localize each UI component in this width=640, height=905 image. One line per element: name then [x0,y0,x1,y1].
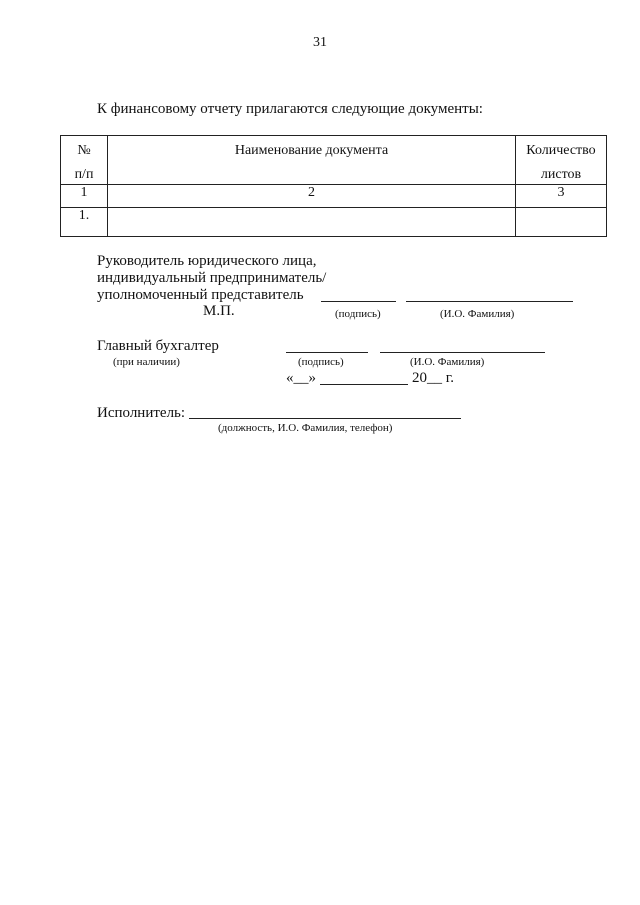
header-cell-number [61,136,108,185]
header-number-line1: № [77,143,91,158]
header-cell-pages [516,136,607,185]
director-signature-caption: (подпись) [335,308,381,320]
page-number: 31 [313,35,327,50]
header-pages-line2: листов [540,167,582,182]
table-numbering-row [61,185,607,208]
accountant-signature-caption: (подпись) [298,356,344,368]
director-title-line2: индивидуальный предприниматель/ [97,270,327,286]
director-name-line[interactable] [406,301,573,302]
header-pages-line1: Количество [526,143,596,158]
table-header-row [61,136,607,185]
director-signature-line[interactable] [321,301,396,302]
accountant-title: Главный бухгалтер [97,338,219,354]
executor-line[interactable] [189,418,461,419]
row-pages-cell[interactable] [516,208,607,237]
accountant-name-caption: (И.О. Фамилия) [410,356,485,368]
accountant-note: (при наличии) [113,356,180,368]
director-title-line3: уполномоченный представитель [97,287,304,303]
table-row [61,208,607,237]
row-number-cell[interactable]: 1. [61,208,108,237]
date-day-field[interactable]: «__» [286,370,316,386]
date-year-field[interactable]: 20__ г. [412,370,454,386]
executor-caption: (должность, И.О. Фамилия, телефон) [218,422,393,434]
accountant-signature-line[interactable] [286,352,368,353]
numbering-cell: 1 [61,185,108,208]
documents-table [60,135,607,237]
numbering-cell: 3 [516,185,607,208]
director-name-caption: (И.О. Фамилия) [440,308,515,320]
date-month-line[interactable] [320,384,408,385]
executor-label: Исполнитель: [97,405,186,421]
stamp-label: М.П. [203,303,235,319]
header-number-line2: п/п [74,167,94,182]
director-title-line1: Руководитель юридического лица, [97,253,317,269]
intro-text: К финансовому отчету прилагаются следующие документы: [97,101,483,117]
accountant-name-line[interactable] [380,352,545,353]
header-cell-document-name [108,136,516,185]
numbering-cell: 2 [108,185,516,208]
header-document-name: Наименование документа [234,143,389,158]
row-document-name-cell[interactable] [108,208,516,237]
